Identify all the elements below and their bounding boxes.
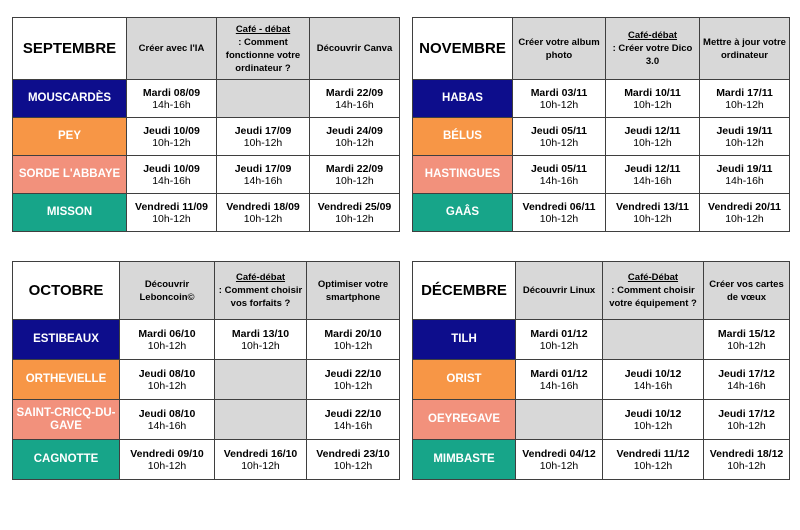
session-time: 14h-16h (633, 174, 672, 187)
session-time: 10h-12h (243, 136, 283, 149)
session-time: 14h-16h (539, 379, 579, 392)
session-slot (516, 320, 603, 360)
session-slot (513, 80, 606, 118)
session-time: 14h-16h (727, 379, 766, 392)
session-slot (704, 360, 790, 400)
session-time: 14h-16h (152, 98, 191, 111)
session-time: 10h-12h (539, 339, 579, 352)
session-time: 14h-16h (333, 419, 373, 432)
session-time: 10h-12h (633, 459, 673, 472)
activity-title: : Comment choisir vos forfaits ? (218, 285, 303, 309)
session-time: 10h-12h (147, 379, 187, 392)
session-time: 10h-12h (633, 136, 672, 149)
session-time: 14h-16h (147, 419, 187, 432)
activity-underlined-label: Café-débat (627, 30, 678, 41)
session-slot (307, 360, 400, 400)
session-time: 10h-12h (727, 459, 766, 472)
session-date: Jeudi 05/11 (530, 162, 588, 175)
town-name: MISSON (13, 194, 127, 232)
town-name: ORIST (413, 360, 516, 400)
activity-title: : Comment choisir votre équipement ? (609, 285, 697, 309)
session-slot (606, 118, 700, 156)
session-slot (606, 80, 700, 118)
session-slot (516, 440, 603, 480)
session-time: 10h-12h (633, 98, 672, 111)
month-title: OCTOBRE (13, 262, 120, 320)
session-slot (700, 156, 790, 194)
session-date: Jeudi 22/10 (324, 367, 382, 380)
session-time: 10h-12h (539, 459, 579, 472)
session-slot (310, 194, 400, 232)
session-date: Vendredi 11/12 (616, 447, 690, 460)
session-slot (606, 156, 700, 194)
session-date: Mardi 08/09 (142, 86, 201, 99)
schedule-table-october (12, 261, 400, 480)
session-date: Jeudi 22/10 (324, 407, 382, 420)
schedule-row (13, 320, 400, 360)
session-time: 10h-12h (335, 136, 374, 149)
activity-title: Découvrir Linux (522, 285, 596, 296)
session-slot (307, 320, 400, 360)
session-date: Mardi 03/11 (530, 86, 588, 99)
activity-header (704, 262, 790, 320)
session-time: 10h-12h (335, 174, 374, 187)
session-date: Jeudi 17/12 (718, 407, 775, 420)
activity-header (513, 18, 606, 80)
schedule-row (413, 400, 790, 440)
header-row (413, 262, 790, 320)
session-slot (120, 400, 215, 440)
schedule-row (413, 118, 790, 156)
session-date: Mardi 01/12 (530, 327, 588, 340)
session-time: 10h-12h (333, 459, 373, 472)
session-time: 10h-12h (725, 136, 764, 149)
activity-title: Créer vos cartes de vœux (709, 278, 784, 303)
town-name: ORTHEVIELLE (13, 360, 120, 400)
session-slot (217, 118, 310, 156)
empty-slot (603, 320, 704, 360)
session-slot (127, 118, 217, 156)
session-date: Jeudi 10/09 (143, 124, 200, 137)
session-date: Jeudi 24/09 (326, 124, 383, 137)
activity-title: : Comment fonctionne votre ordinateur ? (225, 36, 301, 74)
activity-header (307, 262, 400, 320)
session-date: Jeudi 17/12 (718, 367, 775, 380)
session-slot (310, 80, 400, 118)
session-time: 14h-16h (335, 98, 374, 111)
session-date: Jeudi 17/09 (234, 162, 292, 175)
session-date: Vendredi 23/10 (316, 447, 390, 460)
session-slot (120, 320, 215, 360)
activity-header (310, 18, 400, 80)
header-row (13, 18, 400, 80)
session-date: Jeudi 08/10 (138, 407, 196, 420)
session-date: Vendredi 04/12 (522, 447, 596, 460)
schedule-row (13, 400, 400, 440)
session-date: Jeudi 10/09 (143, 162, 200, 175)
session-date: Mardi 01/12 (530, 367, 588, 380)
session-date: Mardi 22/09 (325, 86, 384, 99)
activity-title: Mettre à jour votre ordinateur (703, 36, 786, 61)
activity-underlined-label: Café-Débat (627, 272, 679, 283)
empty-slot (215, 360, 307, 400)
session-slot (603, 440, 704, 480)
session-slot (700, 118, 790, 156)
session-date: Mardi 10/11 (624, 86, 681, 99)
town-name: PEY (13, 118, 127, 156)
session-slot (217, 194, 310, 232)
session-slot (215, 320, 307, 360)
activity-underlined-label: Café-débat (235, 272, 286, 283)
town-name: TILH (413, 320, 516, 360)
session-date: Vendredi 25/09 (317, 200, 392, 213)
schedule-row (13, 118, 400, 156)
month-title: DÉCEMBRE (413, 262, 516, 320)
session-date: Vendredi 13/11 (616, 200, 689, 213)
session-date: Vendredi 20/11 (708, 200, 781, 213)
month-title: NOVEMBRE (413, 18, 513, 80)
activity-header (700, 18, 790, 80)
session-date: Mardi 17/11 (716, 86, 773, 99)
town-name: MOUSCARDÈS (13, 80, 127, 118)
session-time: 10h-12h (727, 419, 766, 432)
header-row (413, 18, 790, 80)
empty-slot (516, 400, 603, 440)
session-date: Vendredi 18/12 (709, 447, 784, 460)
schedule-row (13, 80, 400, 118)
session-time: 10h-12h (243, 212, 283, 225)
town-name: SORDE L'ABBAYE (13, 156, 127, 194)
session-date: Vendredi 16/10 (223, 447, 298, 460)
session-slot (513, 194, 606, 232)
schedule-row (413, 360, 790, 400)
session-time: 10h-12h (152, 136, 191, 149)
session-slot (217, 156, 310, 194)
session-time: 14h-16h (725, 174, 764, 187)
session-slot (120, 360, 215, 400)
session-date: Jeudi 12/11 (624, 124, 681, 137)
activity-title: Découvrir Leboncoin© (139, 278, 195, 303)
schedule-row (413, 320, 790, 360)
session-time: 10h-12h (333, 379, 373, 392)
session-slot (700, 80, 790, 118)
session-slot (704, 400, 790, 440)
schedule-table-december (412, 261, 790, 480)
session-time: 14h-16h (152, 174, 191, 187)
session-time: 10h-12h (333, 339, 373, 352)
town-name: HABAS (413, 80, 513, 118)
session-date: Jeudi 10/12 (624, 407, 682, 420)
town-name: SAINT-CRICQ-DU-GAVE (13, 400, 120, 440)
session-date: Jeudi 12/11 (624, 162, 681, 175)
session-slot (513, 118, 606, 156)
session-time: 14h-16h (539, 174, 579, 187)
session-date: Jeudi 19/11 (716, 162, 773, 175)
town-name: ESTIBEAUX (13, 320, 120, 360)
town-name: CAGNOTTE (13, 440, 120, 480)
header-row (13, 262, 400, 320)
session-slot (700, 194, 790, 232)
town-name: HASTINGUES (413, 156, 513, 194)
session-slot (127, 80, 217, 118)
session-date: Mardi 15/12 (717, 327, 776, 340)
session-time: 10h-12h (147, 339, 187, 352)
session-time: 10h-12h (633, 419, 673, 432)
session-time: 10h-12h (152, 212, 191, 225)
schedule-row (13, 440, 400, 480)
session-time: 14h-16h (243, 174, 283, 187)
session-slot (704, 440, 790, 480)
activity-header (516, 262, 603, 320)
activity-header (120, 262, 215, 320)
session-slot (606, 194, 700, 232)
schedule-row (13, 156, 400, 194)
session-date: Vendredi 06/11 (522, 200, 596, 213)
session-time: 14h-16h (633, 379, 673, 392)
town-name: OEYREGAVE (413, 400, 516, 440)
session-date: Jeudi 17/09 (234, 124, 292, 137)
schedule-table-september (12, 17, 400, 232)
schedule-row (13, 360, 400, 400)
session-slot (310, 156, 400, 194)
session-slot (307, 440, 400, 480)
session-slot (603, 360, 704, 400)
session-slot (516, 360, 603, 400)
session-date: Jeudi 19/11 (716, 124, 773, 137)
schedule-row (413, 194, 790, 232)
activity-title: Optimiser votre smartphone (317, 278, 389, 303)
session-slot (120, 440, 215, 480)
session-time: 10h-12h (335, 212, 374, 225)
schedule-row (413, 156, 790, 194)
session-date: Vendredi 18/09 (226, 200, 300, 213)
activity-header (603, 262, 704, 320)
schedule-row (413, 440, 790, 480)
session-date: Jeudi 10/12 (624, 367, 682, 380)
session-date: Mardi 20/10 (324, 327, 382, 340)
session-slot (127, 156, 217, 194)
session-time: 10h-12h (241, 339, 280, 352)
session-time: 10h-12h (727, 339, 766, 352)
empty-slot (215, 400, 307, 440)
town-name: GAÂS (413, 194, 513, 232)
activity-header (606, 18, 700, 80)
activity-title: Créer votre album photo (518, 36, 600, 61)
session-date: Vendredi 09/10 (130, 447, 204, 460)
session-time: 10h-12h (147, 459, 187, 472)
empty-slot (217, 80, 310, 118)
session-slot (603, 400, 704, 440)
session-time: 10h-12h (725, 98, 764, 111)
session-slot (215, 440, 307, 480)
town-name: MIMBASTE (413, 440, 516, 480)
session-time: 10h-12h (633, 212, 672, 225)
activity-header (215, 262, 307, 320)
activity-title: Découvrir Canva (316, 43, 393, 54)
session-date: Mardi 13/10 (231, 327, 290, 340)
session-date: Mardi 06/10 (138, 327, 196, 340)
schedule-row (13, 194, 400, 232)
schedule-table-november (412, 17, 790, 232)
town-name: BÉLUS (413, 118, 513, 156)
session-slot (310, 118, 400, 156)
session-slot (307, 400, 400, 440)
month-title: SEPTEMBRE (13, 18, 127, 80)
session-slot (127, 194, 217, 232)
session-date: Vendredi 11/09 (135, 200, 208, 213)
session-time: 10h-12h (539, 98, 579, 111)
session-time: 10h-12h (241, 459, 280, 472)
session-slot (513, 156, 606, 194)
activity-header (217, 18, 310, 80)
activity-title: Créer avec l'IA (138, 43, 205, 54)
session-date: Jeudi 05/11 (530, 124, 588, 137)
session-date: Jeudi 08/10 (138, 367, 196, 380)
session-time: 10h-12h (725, 212, 764, 225)
schedule-row (413, 80, 790, 118)
session-date: Mardi 22/09 (325, 162, 384, 175)
activity-title: : Créer votre Dico 3.0 (612, 43, 693, 67)
activity-underlined-label: Café - débat (235, 23, 291, 35)
activity-header (127, 18, 217, 80)
session-slot (704, 320, 790, 360)
session-time: 10h-12h (539, 212, 579, 225)
session-time: 10h-12h (539, 136, 579, 149)
